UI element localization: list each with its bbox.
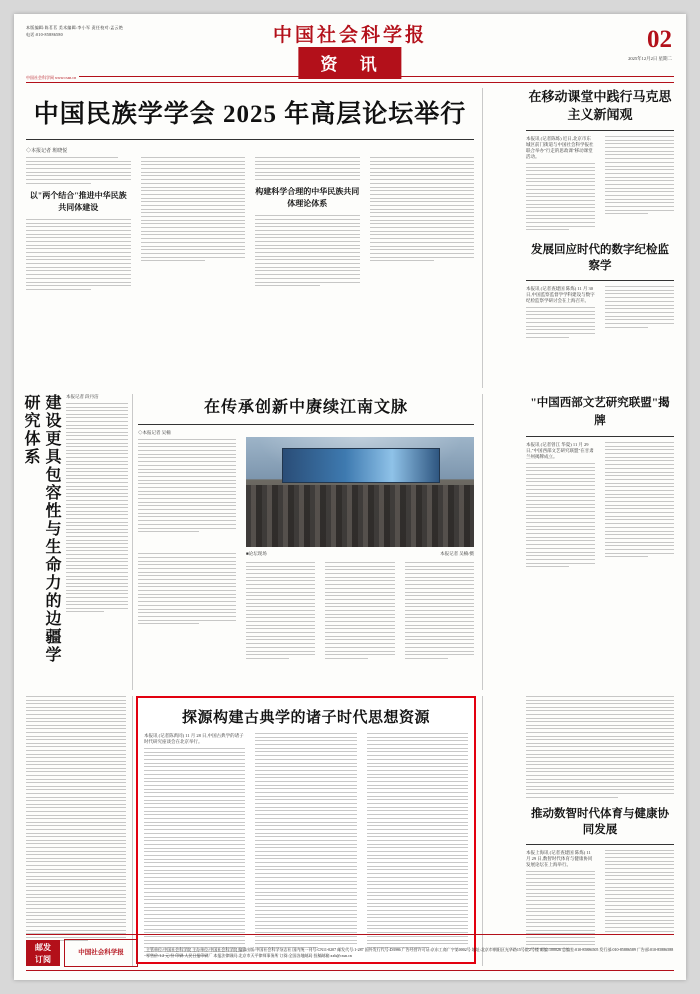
masthead	[14, 14, 686, 86]
page-number: 02	[647, 26, 672, 53]
body-text	[325, 562, 394, 659]
staff-line-2: 电话:010-85886580	[26, 32, 63, 37]
body-text	[26, 696, 126, 941]
rule	[138, 424, 474, 425]
photo-stage-screen	[282, 448, 439, 483]
body-text	[144, 748, 245, 956]
rule	[526, 280, 674, 281]
highlighted-article	[136, 696, 476, 964]
section-banner: 资 讯	[298, 47, 401, 79]
right-column-bottom	[526, 696, 674, 952]
body-text	[526, 307, 595, 338]
right-article-1-byline: 本报讯 (记者陈炼) 近日,北京市东城区前门街道与中国社会科学报社联合举办"行走的思政课"移动课堂活动。	[526, 136, 594, 159]
top-region	[26, 88, 674, 388]
feature-article	[138, 394, 474, 662]
boxed-byline: 本报讯 (记者陈禹同) 11 月 28 日,中国古典学的诸子时代研究座谈会在北京举行。	[144, 733, 244, 744]
bottom-left-column	[26, 696, 126, 944]
photo-caption-row	[246, 551, 474, 557]
feature-byline: ◇本报记者 吴楠	[138, 430, 171, 435]
lead-col-2	[141, 157, 246, 293]
publication-date: 2025年12月2日 星期二	[628, 56, 672, 61]
footer-logo: 中国社会科学报	[64, 939, 138, 967]
middle-left-column	[66, 394, 128, 615]
right-column-top	[526, 88, 674, 340]
paper-title	[14, 20, 686, 47]
lead-headline: 中国民族学学会 2025 年高层论坛举行	[33, 101, 467, 128]
body-text	[255, 733, 356, 948]
paper-title-text: 中国社会科学报	[272, 25, 427, 46]
footer-line-1: 主管单位:中国社会科学院 主办单位:中国社会科学院 编辑出版:中国社会科学杂志社 国内统一刊号:CN11-0207 邮发代号:1-287 国外发行代号:D3986 广告经营许可证:京东工商广字第0002号 地址:北京市朝阳区光华路15号院2号楼 邮编:100026 总编室:010-85886505 发行部:010-85886589 广告部:010-85886588	[146, 946, 674, 952]
footer-imprint	[146, 947, 674, 960]
feature-subhead	[138, 538, 236, 548]
page-footer	[26, 934, 674, 972]
right-column-middle	[526, 394, 674, 570]
lead-article	[26, 94, 474, 293]
body-text	[605, 286, 674, 328]
feature-headline: 在传承创新中赓续江南文脉	[203, 399, 408, 416]
column-divider	[482, 88, 483, 388]
website-label: 中国社会科学网 www.cssn.cn	[26, 75, 79, 81]
body-text	[138, 439, 236, 532]
body-text	[66, 403, 128, 612]
lead-subhead-1: 以"两个结合"推进中华民族共同体建设	[29, 190, 127, 212]
right-article-4-byline: 本报上海讯 (记者查建国 陈炼) 11 月 29 日,数智时代体育与健康协同发展论坛在上海举行。	[526, 849, 593, 867]
body-text	[526, 696, 674, 798]
lead-col-3	[255, 157, 360, 293]
body-text	[141, 157, 246, 261]
column-divider	[482, 394, 483, 690]
body-text	[526, 463, 595, 567]
rule	[526, 130, 674, 131]
body-text	[26, 219, 131, 290]
right-article-2-byline: 本报讯 (记者查建国 陈炼) 11 月 30 日,中国监察监督学学科建设与数字纪检监察学研讨会在上海召开。	[526, 286, 595, 304]
body-text	[526, 163, 595, 230]
photo-caption-left: ■论坛现场	[246, 551, 267, 556]
body-text	[605, 850, 674, 936]
lead-col-4	[370, 157, 475, 293]
body-text	[605, 136, 674, 214]
lead-byline: ◇本报记者 班晓悦	[26, 149, 68, 154]
boxed-headline: 探源构建古典学的诸子时代思想资源	[181, 710, 430, 726]
lead-col-1	[26, 157, 131, 293]
right-article-3-title: "中国西部文艺研究联盟"揭牌	[530, 397, 670, 427]
page-body	[22, 88, 674, 934]
body-text	[255, 157, 360, 180]
event-photo	[246, 437, 474, 547]
masthead-rule	[26, 76, 674, 83]
photo-audience	[246, 485, 474, 547]
page-number-block	[628, 28, 672, 62]
right-article-2-title: 发展回应时代的数字纪检监察学	[531, 244, 669, 273]
body-text	[370, 157, 475, 261]
footer-rule-bottom	[26, 970, 674, 971]
body-text	[405, 562, 474, 659]
column-divider	[132, 394, 133, 690]
right-article-3-byline: 本报讯 (记者曾江 华夏) 11 月 29 日,"中国西部文艺研究联盟"在甘肃兰州揭牌成立。	[526, 442, 594, 459]
photo-caption-credit: 本报记者 吴楠/摄	[440, 551, 474, 556]
staff-line-1: 本版编辑:陈茗茗 美术编辑:李小军 责任校对:孟云艳	[26, 25, 124, 30]
middle-left-byline: 本报记者 段丹洁	[66, 394, 99, 399]
newspaper-page	[14, 14, 686, 980]
rule	[526, 844, 674, 845]
body-text	[367, 733, 468, 948]
column-divider	[132, 696, 133, 966]
body-text	[255, 215, 360, 286]
rule	[526, 436, 674, 437]
column-divider	[482, 696, 483, 966]
subscription-badge: 邮发 订阅	[26, 940, 60, 966]
vertical-headline: 建设更具包容性与生命力的边疆学研究体系	[22, 394, 60, 664]
body-text	[138, 553, 236, 624]
body-text	[246, 562, 315, 659]
body-text	[26, 157, 131, 184]
right-article-1-title: 在移动课堂中践行马克思主义新闻观	[528, 89, 672, 122]
middle-region	[22, 394, 674, 690]
right-article-4-title: 推动数智时代体育与健康协同发展	[531, 807, 669, 836]
footer-line-2: 零售价:1.2 元/份 印刷:人民日报印刷厂 本报法律顾问:北京市天平律师事务所 订阅:全国各地邮局 投稿邮箱:zxb@cssn.cn	[146, 953, 352, 958]
headline-rule	[26, 139, 474, 140]
lead-subhead-2: 构建科学合理的中华民族共同体理论体系	[255, 187, 360, 209]
body-text	[605, 442, 674, 557]
